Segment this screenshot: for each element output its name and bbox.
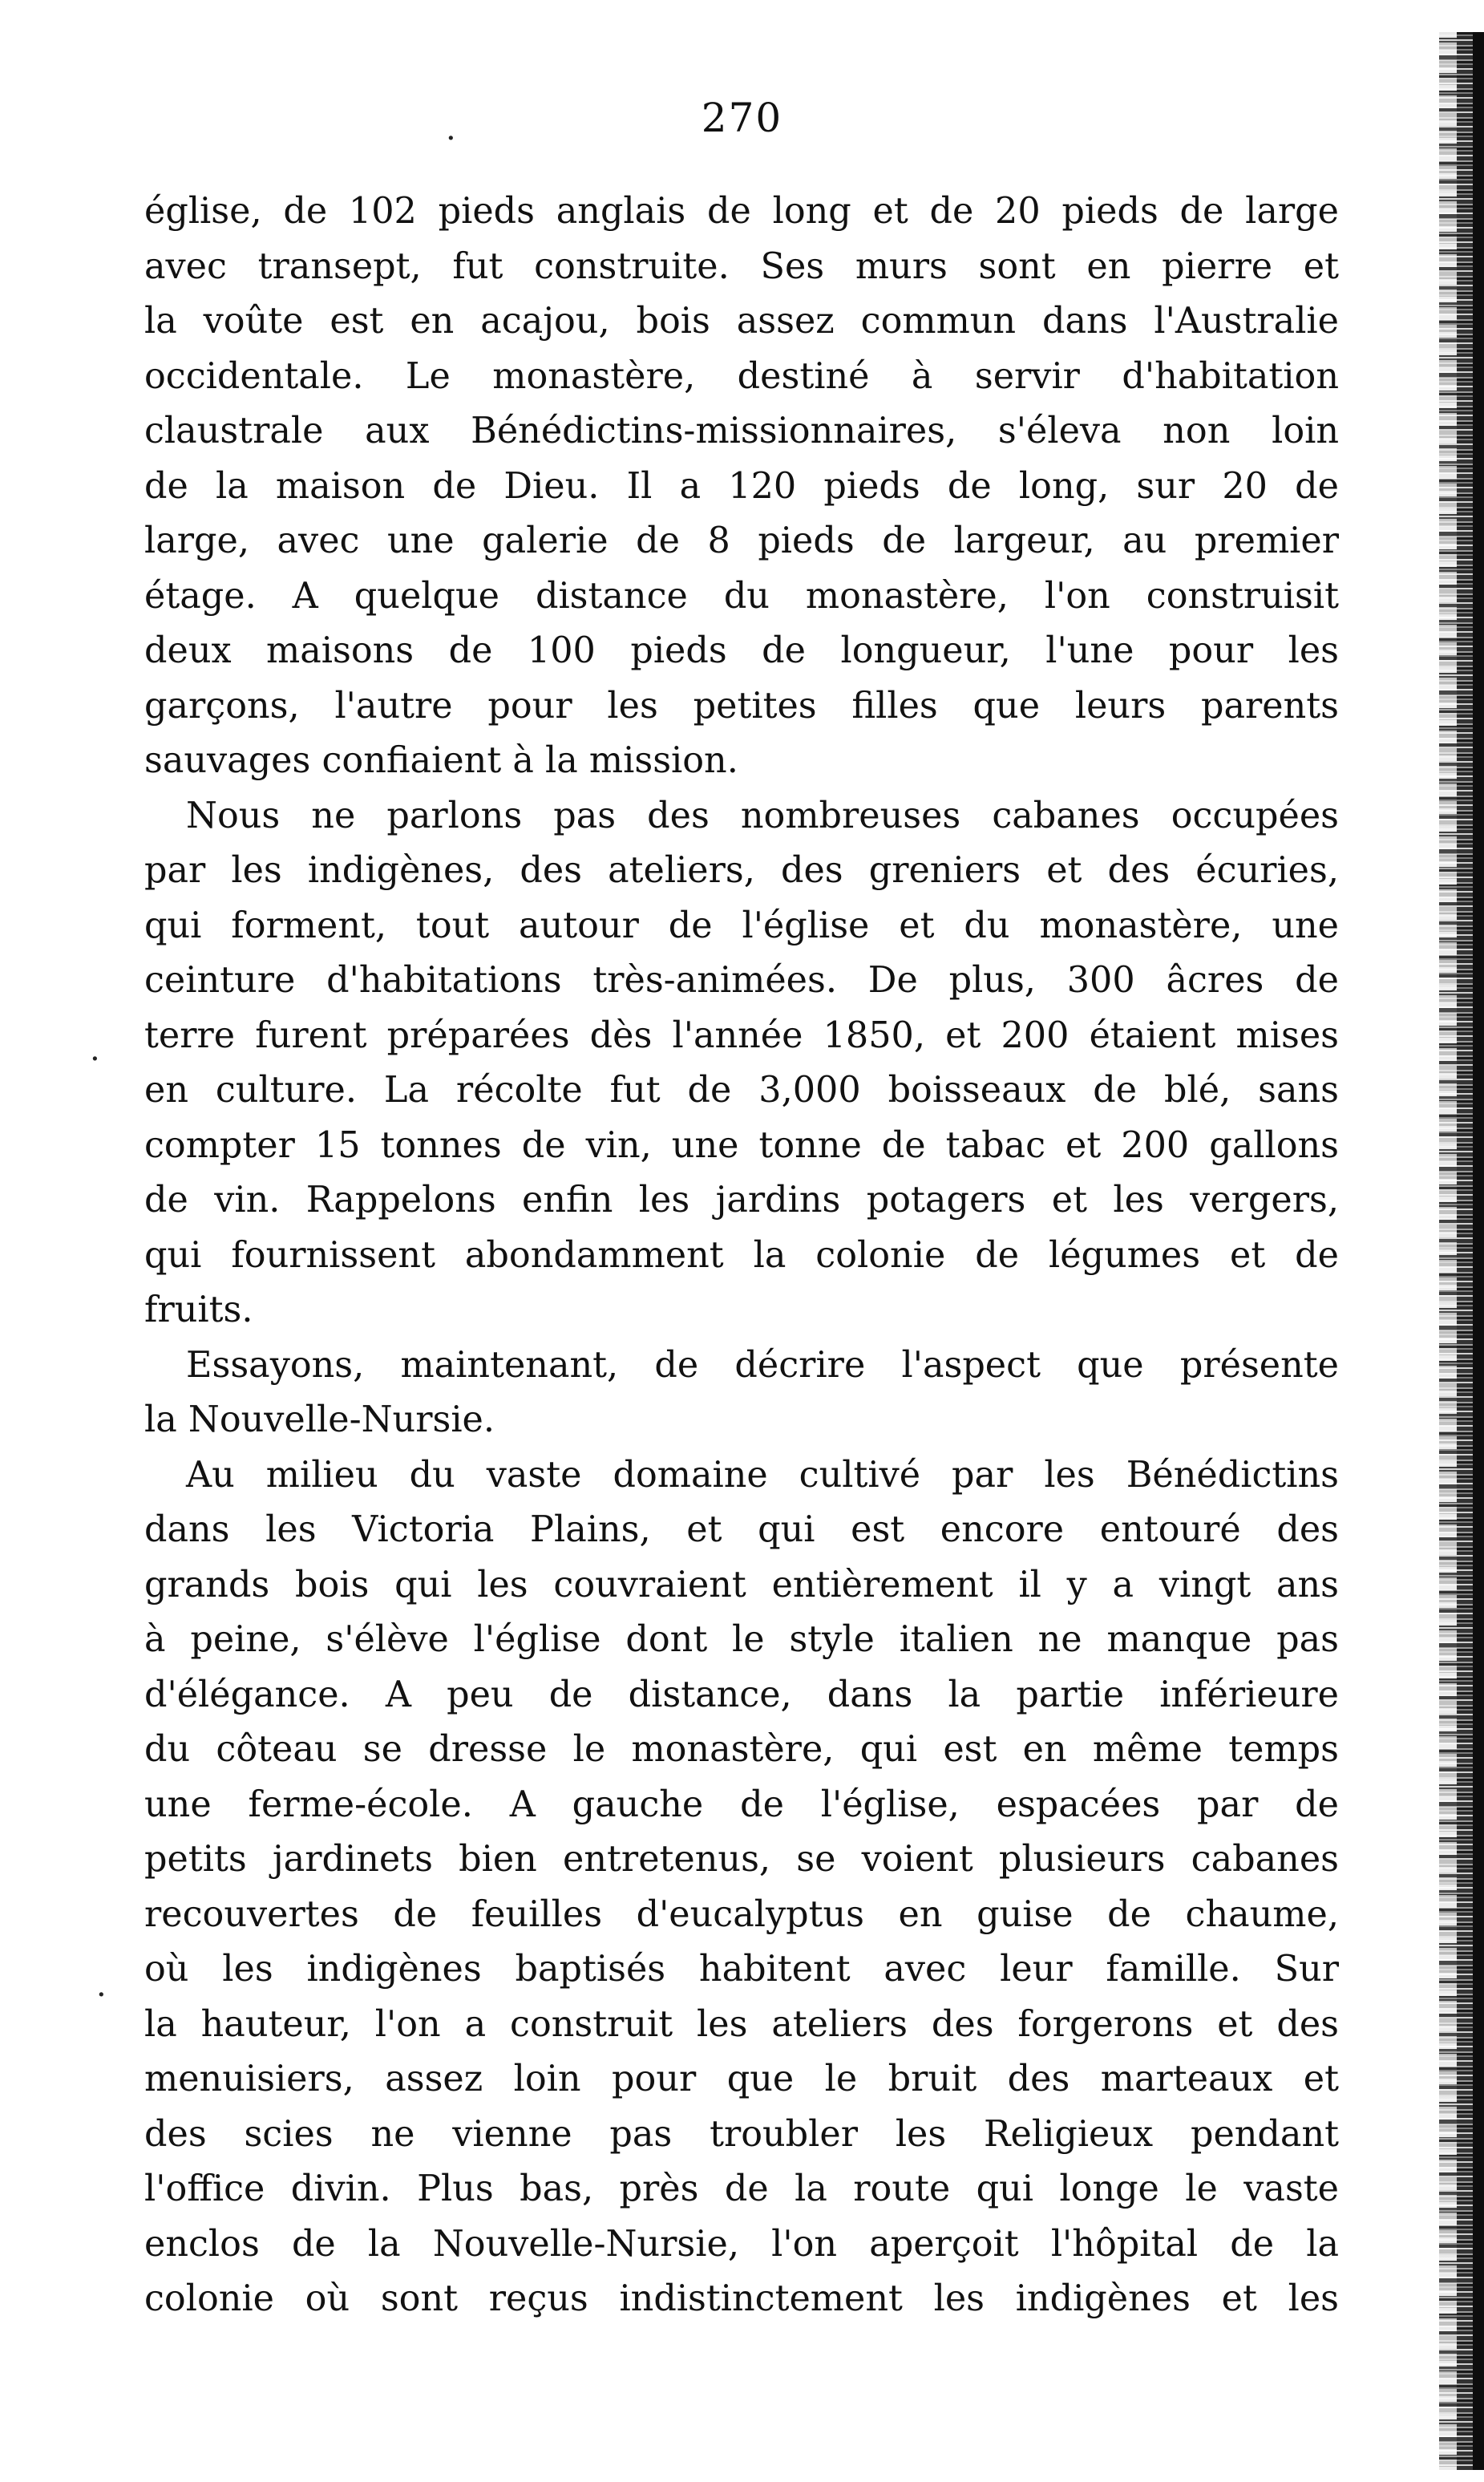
text-line: la hauteur, l'on a construit les ateliers des forgerons et des xyxy=(144,2003,1339,2045)
text-line: deux maisons de 100 pieds de longueur, l'une pour les xyxy=(144,630,1339,671)
text-line: l'office divin. Plus bas, près de la route qui longe le vaste xyxy=(144,2168,1339,2209)
text-line: où les indigènes baptisés habitent avec leur famille. Sur xyxy=(144,1949,1339,1990)
text-line: Nous ne parlons pas des nombreuses cabanes occupées xyxy=(186,795,1339,836)
text-line: par les indigènes, des ateliers, des greniers et des écuries, xyxy=(144,850,1339,891)
text-line: claustrale aux Bénédictins-missionnaires, s'éleva non loin xyxy=(144,411,1339,451)
text-line: occidentale. Le monastère, destiné à servir d'habitation xyxy=(144,355,1339,397)
text-line: de la maison de Dieu. Il a 120 pieds de long, sur 20 de xyxy=(144,465,1339,507)
text-line: la voûte est en acajou, bois assez commun dans l'Australie xyxy=(144,301,1339,342)
text-line: recouvertes de feuilles d'eucalyptus en guise de chaume, xyxy=(144,1893,1339,1935)
margin-mark: · xyxy=(446,120,456,157)
text-line: d'élégance. A peu de distance, dans la partie inférieure xyxy=(144,1674,1339,1715)
page-number: 270 xyxy=(701,95,783,141)
text-line: grands bois qui les couvraient entièrement il y a vingt ans xyxy=(144,1564,1339,1605)
text-line: compter 15 tonnes de vin, une tonne de tabac et 200 gallons xyxy=(144,1124,1339,1166)
text-line: église, de 102 pieds anglais de long et de 20 pieds de large xyxy=(144,191,1339,232)
text-line: du côteau se dresse le monastère, qui est en même temps xyxy=(144,1729,1339,1770)
text-line: menuisiers, assez loin pour que le bruit des marteaux et xyxy=(144,2059,1339,2099)
text-line: une ferme-école. A gauche de l'église, espacées par de xyxy=(144,1784,1339,1825)
margin-mark: . xyxy=(90,1031,100,1068)
text-line: large, avec une galerie de 8 pieds de largeur, au premier xyxy=(144,520,1339,561)
margin-mark: · xyxy=(96,1977,107,2014)
text-line: qui fournissent abondamment la colonie de légumes et de xyxy=(144,1234,1339,1276)
scan-edge-shadow xyxy=(1439,32,1484,2470)
text-line: petits jardinets bien entretenus, se voient plusieurs cabanes xyxy=(144,1839,1339,1880)
text-line: garçons, l'autre pour les petites filles que leurs parents xyxy=(144,685,1339,727)
text-line: terre furent préparées dès l'année 1850, et 200 étaient mises xyxy=(144,1014,1339,1056)
text-line: Essayons, maintenant, de décrire l'aspect que présente xyxy=(186,1344,1339,1386)
text-line: qui forment, tout autour de l'église et du monastère, une xyxy=(144,905,1339,946)
text-line: avec transept, fut construite. Ses murs sont en pierre et xyxy=(144,245,1339,287)
text-line: colonie où sont reçus indistinctement les indigènes et les xyxy=(144,2278,1339,2319)
text-line: enclos de la Nouvelle-Nursie, l'on aperçoit l'hôpital de la xyxy=(144,2223,1339,2265)
text-line: la Nouvelle-Nursie. xyxy=(144,1399,495,1440)
body-text xyxy=(144,184,1339,2327)
text-line: sauvages confiaient à la mission. xyxy=(144,740,738,781)
text-line: de vin. Rappelons enfin les jardins potagers et les vergers, xyxy=(144,1180,1339,1221)
text-line: dans les Victoria Plains, et qui est encore entouré des xyxy=(144,1509,1339,1550)
text-line: Au milieu du vaste domaine cultivé par les Bénédictins xyxy=(186,1454,1339,1496)
text-line: des scies ne vienne pas troubler les Religieux pendant xyxy=(144,2113,1339,2155)
text-line: fruits. xyxy=(144,1290,253,1330)
text-line: en culture. La récolte fut de 3,000 boisseaux de blé, sans xyxy=(144,1070,1339,1111)
text-line: ceinture d'habitations très-animées. De plus, 300 âcres de xyxy=(144,960,1339,1001)
text-line: étage. A quelque distance du monastère, l'on construisit xyxy=(144,575,1339,617)
text-line: à peine, s'élève l'église dont le style italien ne manque pas xyxy=(144,1619,1339,1660)
